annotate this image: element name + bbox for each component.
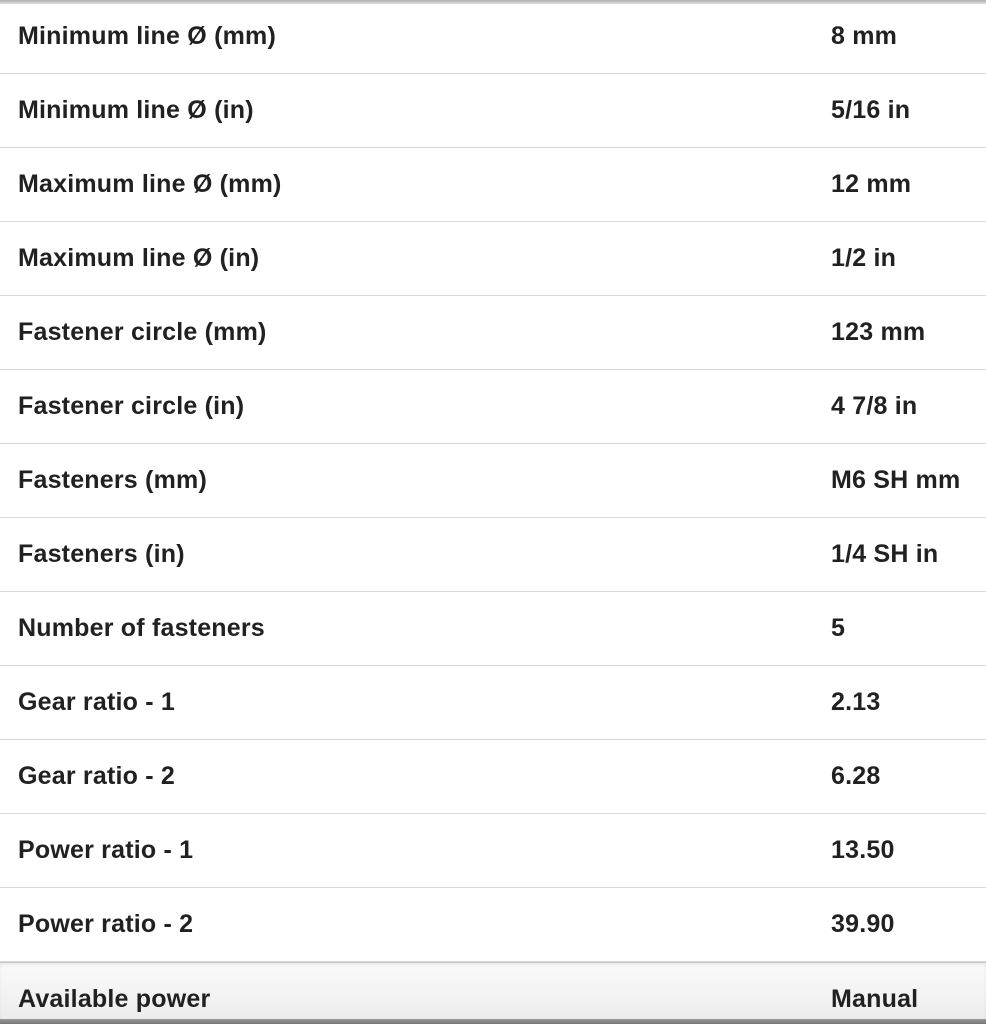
spec-row-gear-ratio-2	[0, 740, 986, 814]
spec-value: 39.90	[831, 910, 895, 938]
spec-row-fasteners-in	[0, 518, 986, 592]
spec-value: 1/4 SH in	[831, 540, 939, 568]
spec-value: 6.28	[831, 762, 881, 790]
spec-row-minimum-line-diameter-mm	[0, 0, 986, 74]
spec-value: 2.13	[831, 688, 881, 716]
spec-value: Manual	[831, 984, 919, 1013]
spec-row-maximum-line-diameter-mm	[0, 148, 986, 222]
spec-label: Gear ratio - 1	[18, 688, 176, 716]
spec-row-maximum-line-diameter-in	[0, 222, 986, 296]
spec-label: Fasteners (mm)	[18, 466, 207, 494]
spec-row-fasteners-mm	[0, 444, 986, 518]
spec-label: Available power	[18, 984, 211, 1013]
spec-label: Gear ratio - 2	[18, 762, 176, 790]
spec-row-power-ratio-2	[0, 888, 986, 962]
spec-label: Power ratio - 1	[18, 836, 194, 864]
spec-value: M6 SH mm	[831, 466, 961, 494]
bottom-divider-line	[0, 1019, 986, 1024]
spec-label: Maximum line Ø (in)	[18, 244, 260, 272]
spec-value: 5	[831, 614, 846, 642]
spec-value: 13.50	[831, 836, 895, 864]
spec-row-minimum-line-diameter-in	[0, 74, 986, 148]
spec-row-fastener-circle-in	[0, 370, 986, 444]
spec-label: Fastener circle (in)	[18, 392, 245, 420]
spec-row-power-ratio-1	[0, 814, 986, 888]
spec-label: Power ratio - 2	[18, 910, 194, 938]
spec-value: 4 7/8 in	[831, 392, 918, 420]
top-divider-line	[0, 0, 986, 4]
spec-label: Fasteners (in)	[18, 540, 185, 568]
spec-label: Number of fasteners	[18, 614, 265, 642]
spec-row-fastener-circle-mm	[0, 296, 986, 370]
spec-row-number-of-fasteners	[0, 592, 986, 666]
spec-row-gear-ratio-1	[0, 666, 986, 740]
spec-label: Minimum line Ø (in)	[18, 96, 254, 124]
spec-label: Maximum line Ø (mm)	[18, 170, 282, 198]
spec-label: Fastener circle (mm)	[18, 318, 267, 346]
spec-label: Minimum line Ø (mm)	[18, 22, 276, 50]
spec-row-available-power	[0, 962, 986, 1024]
spec-value: 1/2 in	[831, 244, 897, 272]
spec-value: 5/16 in	[831, 96, 911, 124]
spec-value: 8 mm	[831, 22, 898, 50]
spec-value: 12 mm	[831, 170, 912, 198]
spec-value: 123 mm	[831, 318, 926, 346]
